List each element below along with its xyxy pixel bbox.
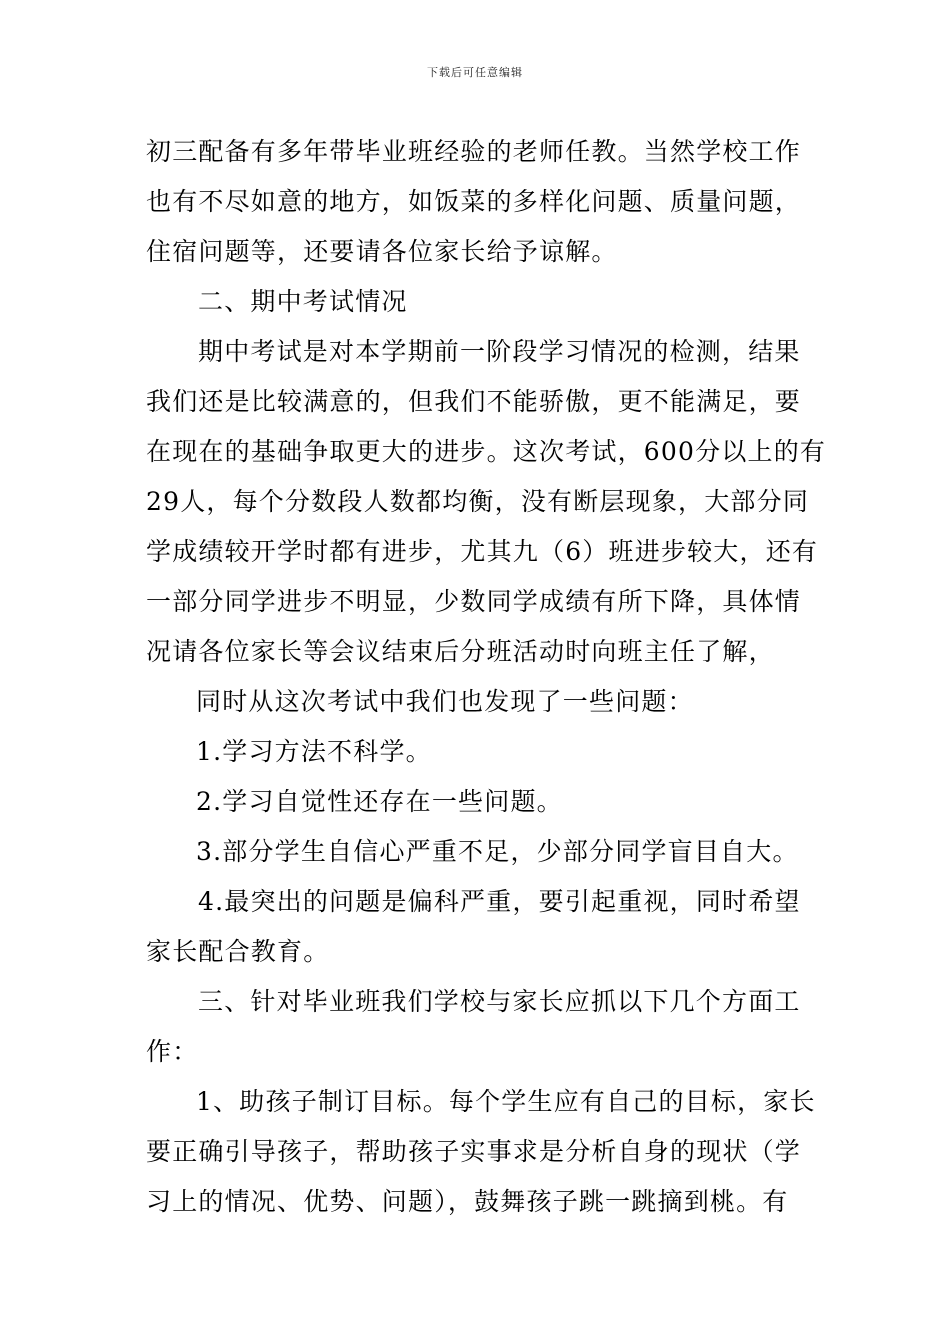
text-line: 期中考试是对本学期前一阶段学习情况的检测，结果 xyxy=(198,337,801,366)
list-item: 4.最突出的问题是偏科严重，要引起重视，同时希望 xyxy=(198,887,801,916)
list-item: 3.部分学生自信心严重不足，少部分同学盲目自大。 xyxy=(196,837,799,866)
text-line: 在现在的基础争取更大的进步。这次考试，600分以上的有 xyxy=(146,437,827,466)
text-line: 初三配备有多年带毕业班经验的老师任教。当然学校工作 xyxy=(146,137,802,166)
list-item: 1.学习方法不科学。 xyxy=(196,737,432,766)
text-line: 习上的情况、优势、问题），鼓舞孩子跳一跳摘到桃。有 xyxy=(146,1187,789,1216)
page-header: 下载后可任意编辑 xyxy=(427,66,523,79)
text-line: 住宿问题等，还要请各位家长给予谅解。 xyxy=(146,237,618,266)
text-line: 也有不尽如意的地方，如饭菜的多样化问题、质量问题， xyxy=(146,187,802,216)
list-item: 2.学习自觉性还存在一些问题。 xyxy=(196,787,563,816)
text-line: 要正确引导孩子，帮助孩子实事求是分析自身的现状（学 xyxy=(146,1137,802,1166)
text-line: 作： xyxy=(146,1037,199,1066)
text-line: 29人，每个分数段人数都均衡，没有断层现象，大部分同 xyxy=(146,487,810,516)
section-heading: 三、针对毕业班我们学校与家长应抓以下几个方面工 xyxy=(198,987,801,1016)
text-line: 同时从这次考试中我们也发现了一些问题： xyxy=(196,687,694,716)
section-heading: 二、期中考试情况 xyxy=(198,287,408,316)
text-line: 家长配合教育。 xyxy=(146,937,330,966)
text-line: 况请各位家长等会议结束后分班活动时向班主任了解， xyxy=(146,637,775,666)
text-line: 1、助孩子制订目标。每个学生应有自己的目标，家长 xyxy=(196,1087,816,1116)
text-line: 我们还是比较满意的，但我们不能骄傲，更不能满足，要 xyxy=(146,387,802,416)
text-line: 一部分同学进步不明显，少数同学成绩有所下降，具体情 xyxy=(146,587,802,616)
text-line: 学成绩较开学时都有进步，尤其九（6）班进步较大，还有 xyxy=(146,537,819,566)
